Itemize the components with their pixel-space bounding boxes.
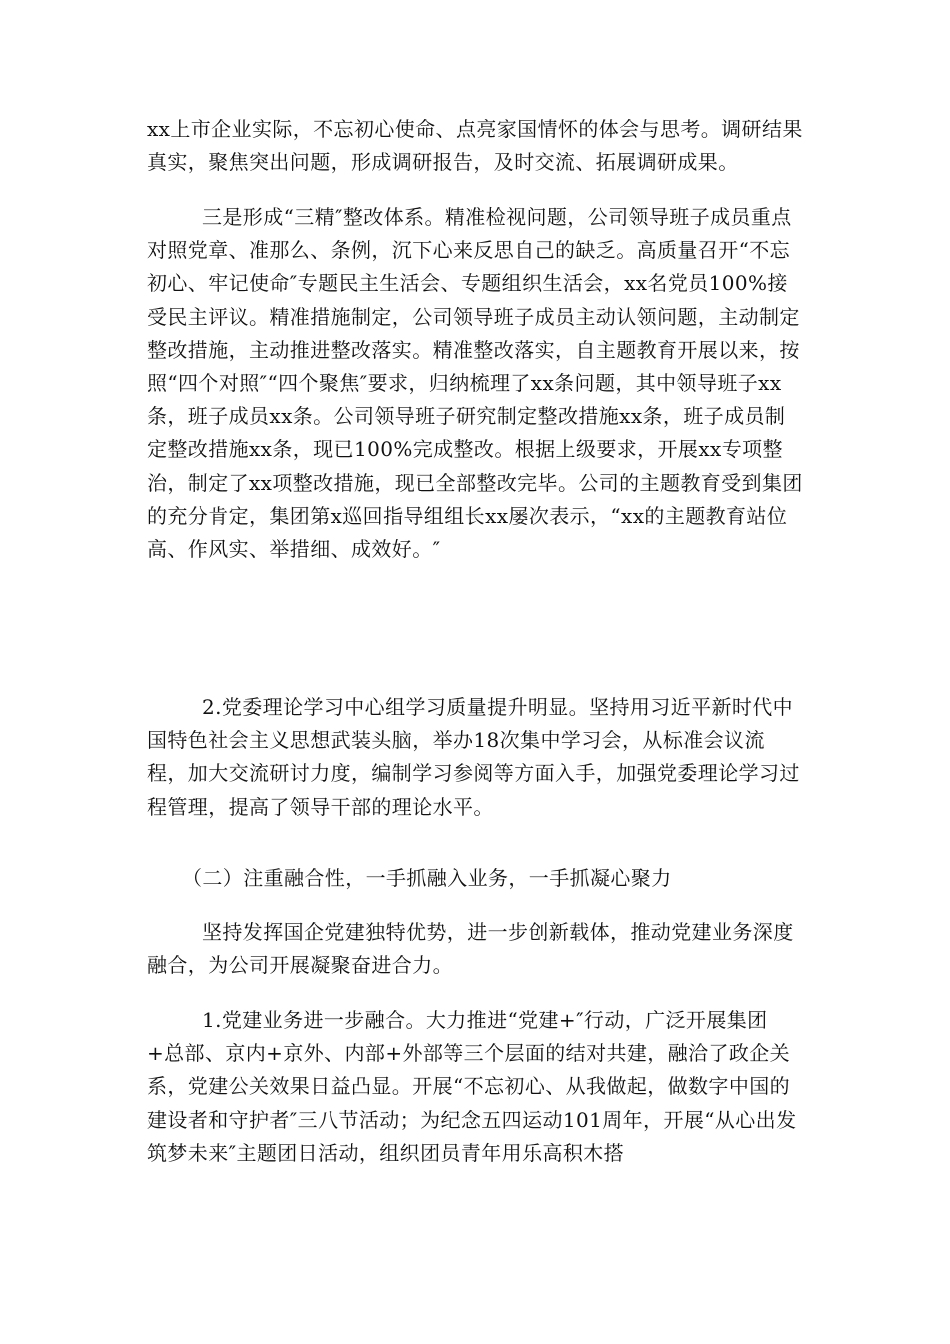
paragraph-text: 三是形成“三精″整改体系。精准检视问题，公司领导班子成员重点对照党章、准那么、条例，沉下心来反思自己的缺乏。高质量召开“不忘初心、牢记使命″专题民主生活会、专题组织生活会，xx名党员100%接受民主评议。精准措施制定，公司领导班子成员主动认领问题，主动制定整改措施，主动推进整改落实。精准整改落实，自主题教育开展以来，按照“四个对照″“四个聚焦″要求，归纳梳理了xx条问题，其中领导班子xx条，班子成员xx条。公司领导班子研究制定整改措施xx条，班子成员制定整改措施xx条，现已100%完成整改。根据上级要求，开展xx专项整治，制定了xx项整改措施，现已全部整改完毕。公司的主题教育受到集团的充分肯定，集团第x巡回指导组组长xx屡次表示，“xx的主题教育站位高、作风实、举措细、成效好。″ [147, 205, 803, 562]
paragraph-text: 坚持发挥国企党建独特优势，进一步创新载体，推动党建业务深度融合，为公司开展凝聚奋进合力。 [147, 920, 794, 978]
paragraph-theory-study-group [147, 691, 803, 824]
paragraph-text: 1.党建业务进一步融合。大力推进“党建+″行动，广泛开展集团+总部、京内+京外、内部+外部等三个层面的结对共建，融洽了政企关系，党建公关效果日益凸显。开展“不忘初心、从我做起，做数字中国的建设者和守护者″三八节活动；为纪念五四运动101周年，开展“从心出发 筑梦未来″主题团日活动，组织团员青年用乐高积木搭 [147, 1008, 804, 1165]
paragraph-three-precision-rectification [147, 201, 803, 566]
paragraph-soe-party-advantage [147, 916, 803, 982]
section-heading-integration [147, 862, 803, 895]
paragraph-text: 2.党委理论学习中心组学习质量提升明显。坚持用习近平新时代中国特色社会主义思想武装头脑，举办18次集中学习会，从标准会议流程，加大交流研讨力度，编制学习参阅等方面入手，加强党委理论学习过程管理，提高了领导干部的理论水平。 [147, 695, 800, 819]
paragraph-text: xx上市企业实际，不忘初心使命、点亮家国情怀的体会与思考。调研结果真实，聚焦突出问题，形成调研报告，及时交流、拓展调研成果。 [147, 117, 803, 175]
paragraph-research-results [147, 113, 803, 179]
paragraph-party-business-integration [147, 1004, 803, 1170]
section-heading-text: （二）注重融合性，一手抓融入业务，一手抓凝心聚力 [182, 866, 672, 890]
